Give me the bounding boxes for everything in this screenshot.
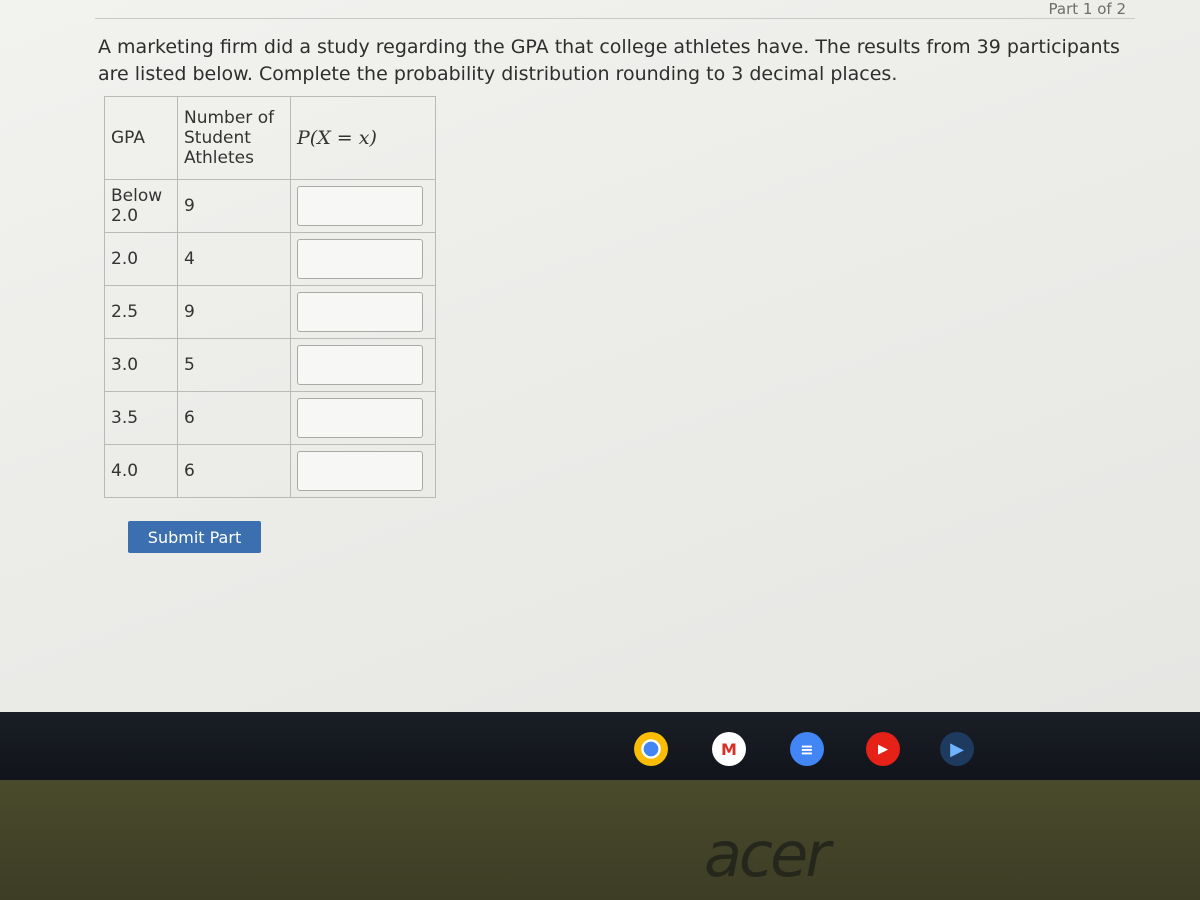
- header-probability: [291, 97, 436, 180]
- laptop-bezel: [0, 780, 1200, 900]
- probability-cell: [291, 233, 436, 286]
- gpa-cell: 4.0: [105, 445, 178, 498]
- table-row: [105, 233, 436, 286]
- chrome-icon[interactable]: [634, 732, 668, 766]
- table-header-row: [105, 97, 436, 180]
- youtube-glyph: ▶: [878, 741, 888, 757]
- count-cell: 6: [178, 445, 291, 498]
- gpa-label: Below: [111, 186, 163, 206]
- table-row: [105, 286, 436, 339]
- count-cell: 6: [178, 392, 291, 445]
- docs-glyph: ≡: [800, 739, 814, 759]
- gpa-cell: 3.5: [105, 392, 178, 445]
- probability-notation: P(X = x): [297, 127, 377, 149]
- question-text: A marketing firm did a study regarding the GPA that college athletes have. The results from 39 participants are listed below. Complete the probability distribution rounding to 3 decimal places.: [98, 36, 1120, 85]
- part-indicator: Part 1 of 2: [1048, 0, 1126, 18]
- docs-icon[interactable]: [790, 732, 824, 766]
- play-glyph: ▶: [950, 738, 964, 760]
- count-cell: 4: [178, 233, 291, 286]
- probability-cell: [291, 339, 436, 392]
- header-count-line: Athletes: [184, 148, 254, 168]
- table-row: [105, 180, 436, 233]
- header-gpa: GPA: [105, 97, 178, 180]
- youtube-icon[interactable]: [866, 732, 900, 766]
- header-divider: [95, 18, 1135, 19]
- gpa-cell: 2.5: [105, 286, 178, 339]
- probability-cell: [291, 445, 436, 498]
- play-store-icon[interactable]: [940, 732, 974, 766]
- table-row: [105, 445, 436, 498]
- probability-input[interactable]: [297, 239, 423, 279]
- table-row: [105, 339, 436, 392]
- probability-input[interactable]: [297, 451, 423, 491]
- gpa-cell: 3.0: [105, 339, 178, 392]
- probability-input[interactable]: [297, 345, 423, 385]
- header-count-line: Number of: [184, 108, 275, 128]
- count-cell: 9: [178, 180, 291, 233]
- gmail-icon[interactable]: [712, 732, 746, 766]
- gpa-cell: 2.0: [105, 233, 178, 286]
- probability-cell: [291, 286, 436, 339]
- gmail-glyph: M: [721, 739, 737, 759]
- gpa-cell: [105, 180, 178, 233]
- brand-logo: acer: [704, 818, 828, 891]
- probability-input[interactable]: [297, 186, 423, 226]
- gpa-label: 2.0: [111, 206, 139, 226]
- header-count-line: Student: [184, 128, 251, 148]
- count-cell: 5: [178, 339, 291, 392]
- count-cell: 9: [178, 286, 291, 339]
- probability-input[interactable]: [297, 398, 423, 438]
- table-row: [105, 392, 436, 445]
- submit-part-button[interactable]: Submit Part: [128, 521, 261, 553]
- os-shelf: [0, 712, 1200, 780]
- probability-cell: [291, 392, 436, 445]
- probability-input[interactable]: [297, 292, 423, 332]
- probability-cell: [291, 180, 436, 233]
- probability-distribution-table: [104, 96, 436, 498]
- header-count: [178, 97, 291, 180]
